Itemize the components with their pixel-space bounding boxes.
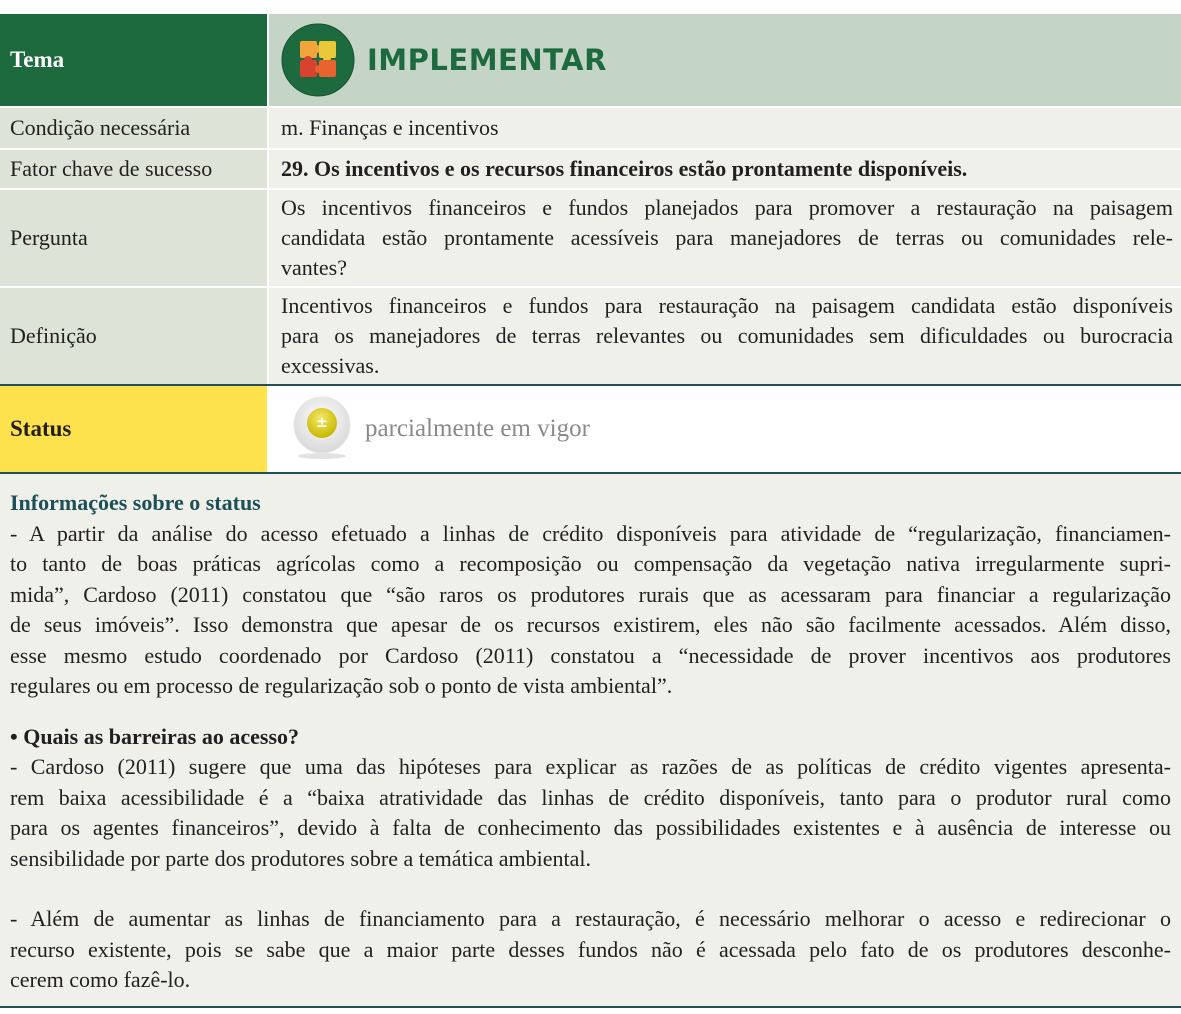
status-info <box>0 474 1181 1008</box>
row-pergunta <box>0 188 1181 286</box>
plus-minus-icon <box>289 396 355 462</box>
definicao-value <box>267 288 1181 384</box>
info-line: regulares ou em processo de regularização sob o ponto de vista ambiental”. <box>10 673 673 698</box>
puzzle-icon <box>281 23 355 97</box>
fator-value: 29. Os incentivos e os recursos financeiros estão prontamente disponíveis. <box>267 150 1181 188</box>
status-label: Status <box>0 386 267 472</box>
row-fator <box>0 148 1181 188</box>
pergunta-line: candidata estão prontamente acessíveis para manejadores de terras ou comunidades rele- <box>281 225 1173 250</box>
info-line: recurso existente, pois se sabe que a maior parte desses fundos não é acessada pelo fato de os produtores desconhe- <box>10 936 1171 962</box>
info-paragraph-3 <box>10 904 1171 996</box>
pergunta-line: Os incentivos financeiros e fundos planejados para promover a restauração na paisagem <box>281 195 1173 220</box>
info-line: - Cardoso (2011) sugere que uma das hipóteses para explicar as razões de as políticas de crédito vigentes apresenta- <box>10 754 1171 779</box>
tema-label: Tema <box>0 14 267 106</box>
pergunta-value <box>267 190 1181 286</box>
factor-sheet <box>0 14 1181 1008</box>
row-condicao <box>0 106 1181 148</box>
info-line: cerem como fazê-lo. <box>10 967 191 992</box>
info-line: rem baixa acessibilidade é a “baixa atratividade das linhas de crédito disponíveis, tanto para o produtor rural como <box>10 784 1171 810</box>
row-status <box>0 384 1181 474</box>
info-paragraph-2 <box>10 752 1171 874</box>
condicao-label: Condição necessária <box>0 108 267 148</box>
definicao-line: para os manejadores de terras relevantes ou comunidades sem dificuldades ou burocracia <box>281 323 1173 348</box>
info-line: - A partir da análise do acesso efetuado a linhas de crédito disponíveis para atividade de “regularização, financiamen- <box>10 520 1171 546</box>
row-tema <box>0 14 1181 106</box>
info-line: esse mesmo estudo coordenado por Cardoso (2011) constatou a “necessidade de prover incentivos aos produtores <box>10 642 1171 668</box>
info-line: sensibilidade por parte dos produtores sobre a temática ambiental. <box>10 845 591 871</box>
info-heading: Informações sobre o status <box>10 490 261 515</box>
definicao-line: Incentivos financeiros e fundos para restauração na paisagem candidata estão disponíveis <box>281 293 1173 318</box>
status-text: parcialmente em vigor <box>365 415 590 442</box>
pergunta-line: vantes? <box>281 255 347 280</box>
fator-label: Fator chave de sucesso <box>0 150 267 188</box>
theme-name: IMPLEMENTAR <box>367 43 607 77</box>
definicao-line: excessivas. <box>281 353 380 378</box>
condicao-value: m. Finanças e incentivos <box>267 108 1181 148</box>
info-line: para os agentes financeiros”, devido à falta de conhecimento das possibilidades existentes e à ausência de interesse ou <box>10 815 1171 840</box>
definicao-label: Definição <box>0 288 267 384</box>
plus-minus-symbol: ± <box>316 415 328 431</box>
row-definicao <box>0 286 1181 384</box>
pergunta-label: Pergunta <box>0 190 267 286</box>
info-line: mida”, Cardoso (2011) constatou que “são raros os produtores rurais que as acessaram para financiar a regularização <box>10 581 1171 607</box>
tema-value <box>267 14 1181 106</box>
info-line: - Além de aumentar as linhas de financiamento para a restauração, é necessário melhorar o acesso e redirecionar o <box>10 906 1171 931</box>
status-value <box>267 386 1181 472</box>
info-line: to tanto de boas práticas agrícolas como a recomposição ou compensação da vegetação nativa irregularmente supri- <box>10 551 1171 576</box>
info-line: de seus imóveis”. Isso demonstra que apesar de os recursos existirem, eles não são facilmente acessados. Além disso, <box>10 612 1171 637</box>
info-paragraph-1 <box>10 519 1171 702</box>
info-question: • Quais as barreiras ao acesso? <box>10 723 300 749</box>
